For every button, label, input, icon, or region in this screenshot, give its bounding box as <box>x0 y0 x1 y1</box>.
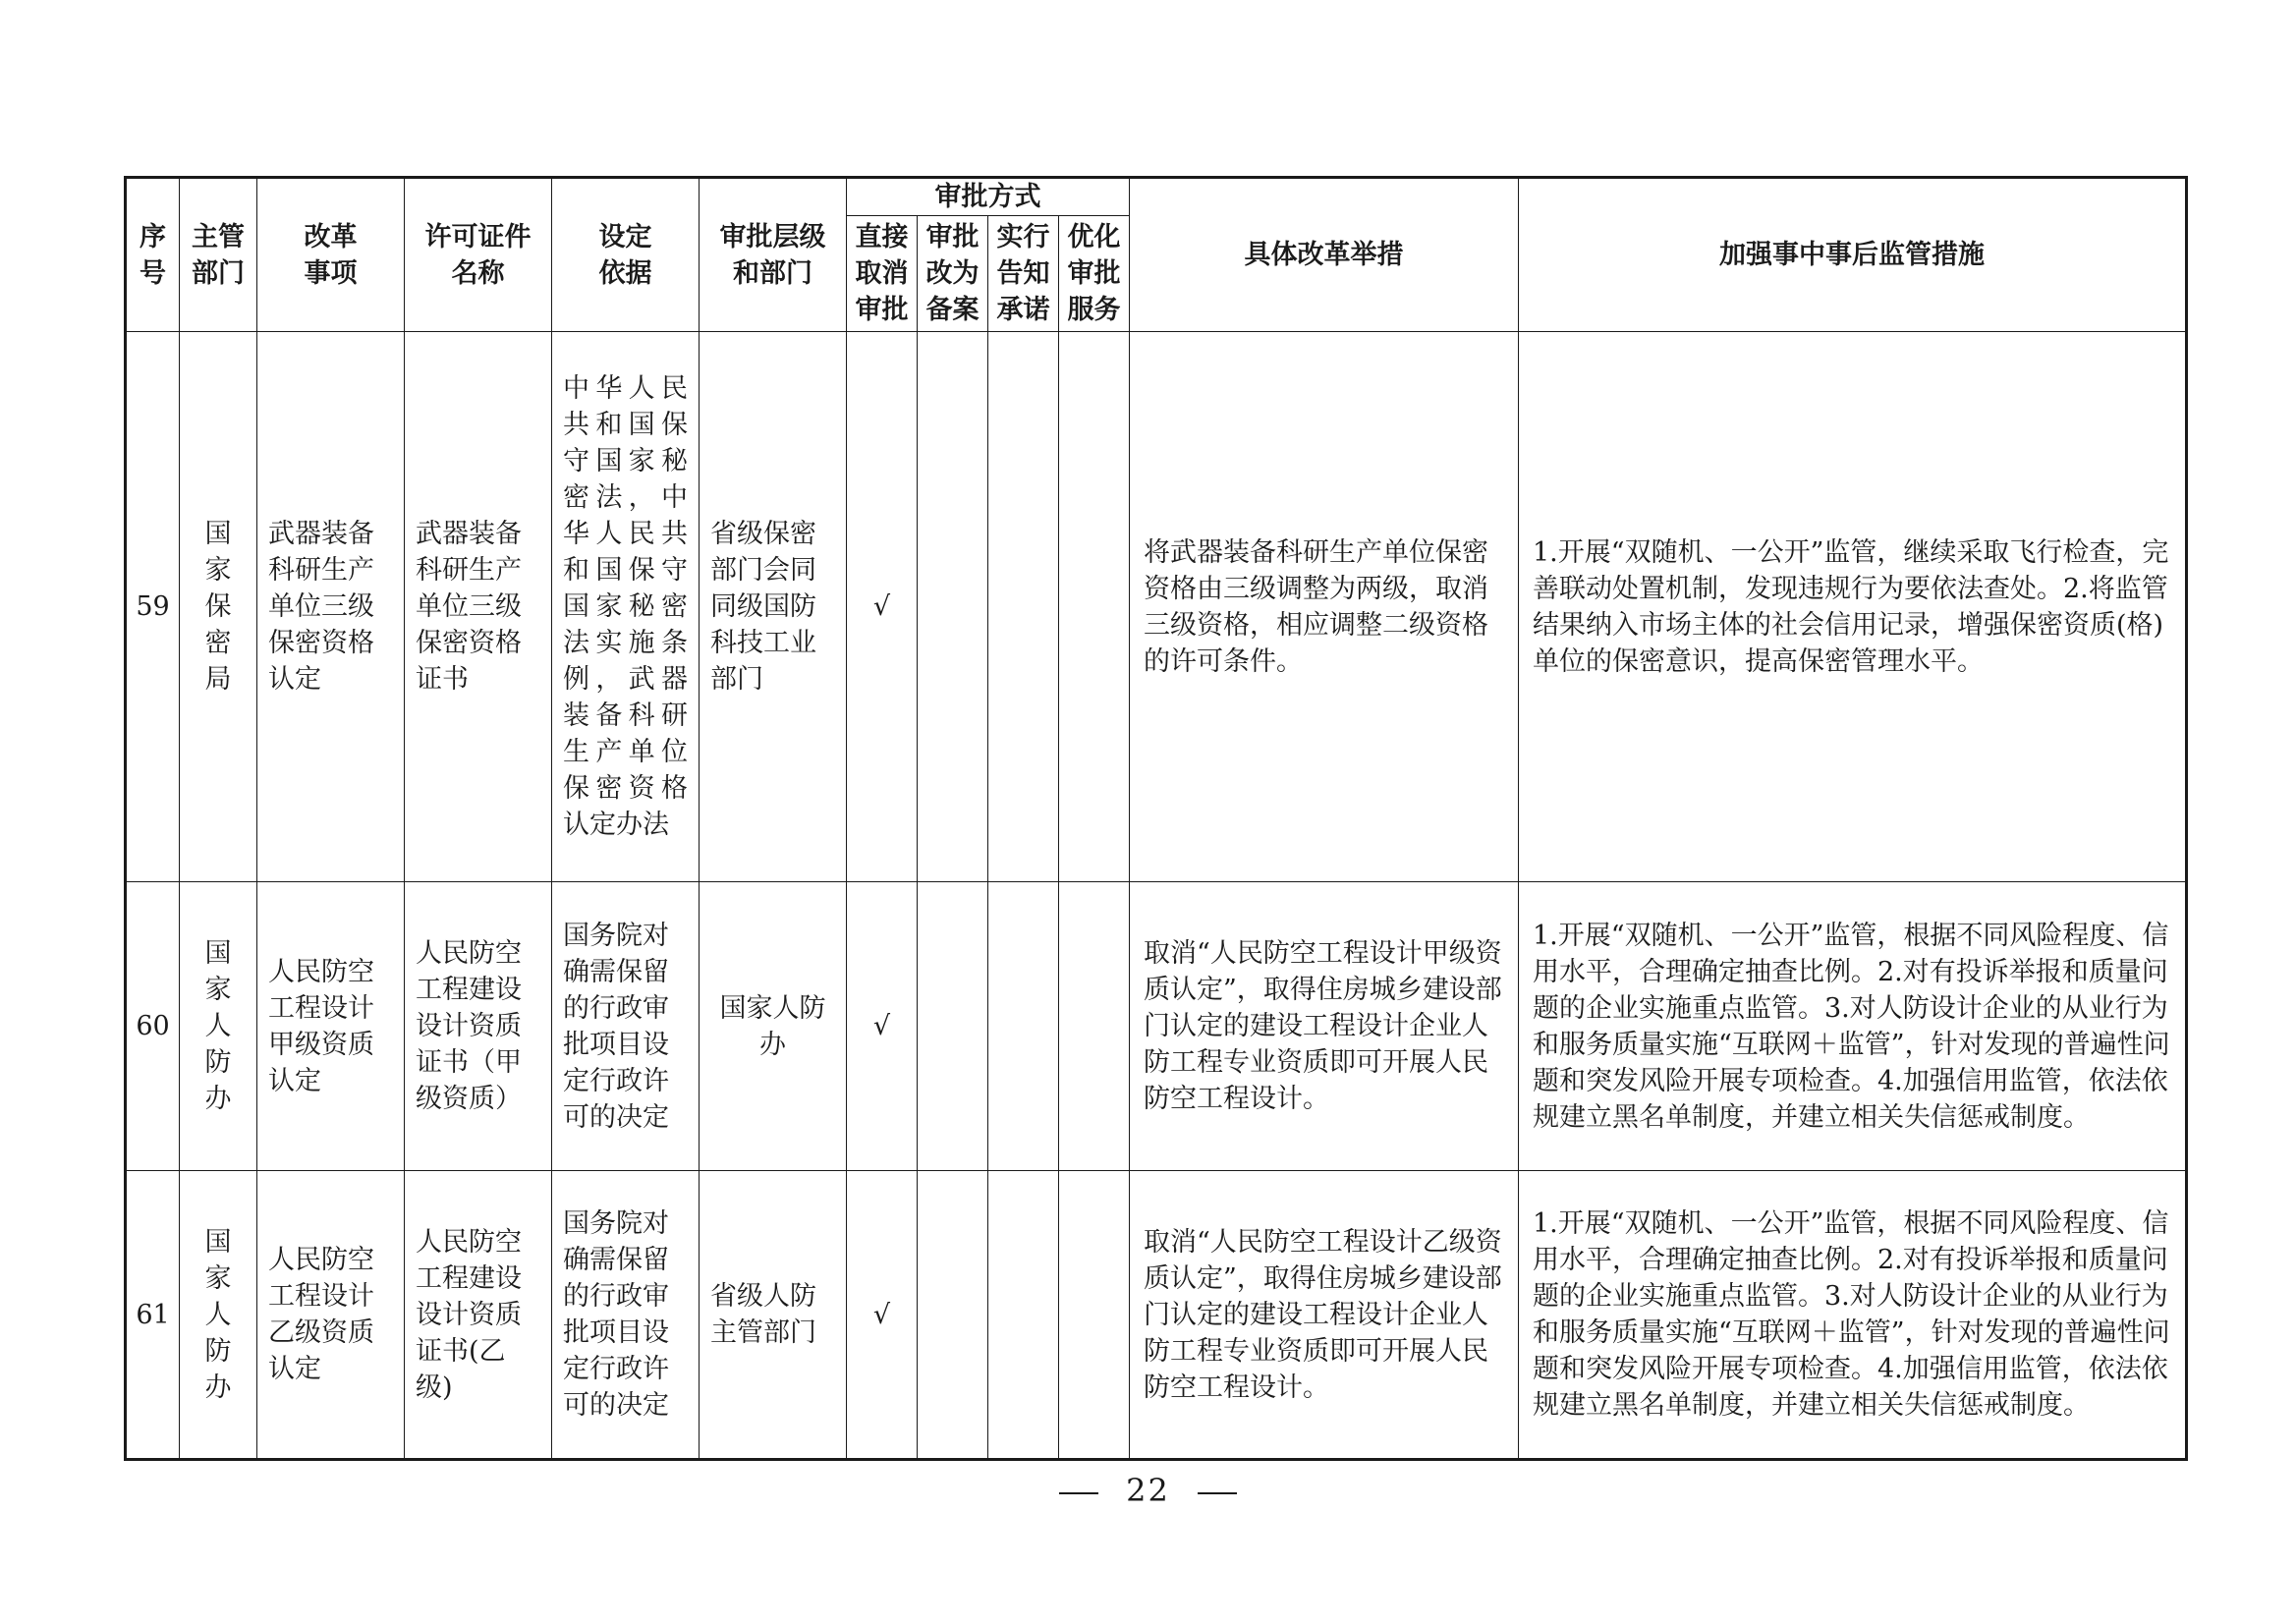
table-row <box>126 1171 2187 1460</box>
row-seq: 61 <box>126 1171 180 1460</box>
row-dept: 国家人防办 <box>180 882 257 1171</box>
header-dept: 主管部门 <box>180 178 257 332</box>
header-method-commitment: 实行告知承诺 <box>988 216 1059 332</box>
row-seq: 59 <box>126 332 180 882</box>
row-method-optimize <box>1059 1171 1130 1460</box>
row-item: 人民防空工程设计甲级资质认定 <box>257 882 405 1171</box>
header-method-filing: 审批改为备案 <box>918 216 988 332</box>
row-dept: 国家保密局 <box>180 332 257 882</box>
row-level: 省级人防主管部门 <box>700 1171 847 1460</box>
row-measures: 将武器装备科研生产单位保密资格由三级调整为两级，取消三级资格，相应调整二级资格的许可条件。 <box>1130 332 1519 882</box>
row-seq: 60 <box>126 882 180 1171</box>
row-measures: 取消“人民防空工程设计乙级资质认定”，取得住房城乡建设部门认定的建设工程设计企业人防工程专业资质即可开展人民防空工程设计。 <box>1130 1171 1519 1460</box>
row-license: 武器装备科研生产单位三级保密资格证书 <box>405 332 552 882</box>
row-basis: 国务院对确需保留的行政审批项目设定行政许可的决定 <box>552 882 700 1171</box>
header-method-group: 审批方式 <box>847 178 1130 216</box>
row-method-commitment <box>988 332 1059 882</box>
row-license: 人民防空工程建设设计资质证书(乙级) <box>405 1171 552 1460</box>
header-basis: 设定依据 <box>552 178 700 332</box>
row-dept: 国家人防办 <box>180 1171 257 1460</box>
header-measures: 具体改革举措 <box>1130 178 1519 332</box>
row-basis: 中华人民共和国保守国家秘密法，中华人民共和国保守国家秘密法实施条例，武器装备科研生产单位保密资格认定办法 <box>552 332 700 882</box>
left-dash <box>1059 1492 1098 1494</box>
header-supervision: 加强事中事后监管措施 <box>1519 178 2187 332</box>
row-license: 人民防空工程建设设计资质证书（甲级资质） <box>405 882 552 1171</box>
table-row <box>126 882 2187 1171</box>
row-method-cancel: √ <box>847 882 918 1171</box>
row-method-filing <box>918 332 988 882</box>
header-license: 许可证件名称 <box>405 178 552 332</box>
header-method-cancel: 直接取消审批 <box>847 216 918 332</box>
row-method-optimize <box>1059 882 1130 1171</box>
right-dash <box>1198 1492 1237 1494</box>
row-method-commitment <box>988 882 1059 1171</box>
row-method-cancel: √ <box>847 1171 918 1460</box>
row-method-optimize <box>1059 332 1130 882</box>
reform-table <box>124 176 2188 1461</box>
header-seq: 序号 <box>126 178 180 332</box>
row-method-cancel: √ <box>847 332 918 882</box>
page-footer <box>0 1471 2296 1510</box>
row-supervision: 1.开展“双随机、一公开”监管，根据不同风险程度、信用水平，合理确定抽查比例。2.对有投诉举报和质量问题的企业实施重点监管。3.对人防设计企业的从业行为和服务质量实施“互联网＋监管”，针对发现的普遍性问题和突发风险开展专项检查。4.加强信用监管，依法依规建立黑名单制度，并建立相关失信惩戒制度。 <box>1519 1171 2187 1460</box>
page-number: 22 <box>1126 1472 1170 1509</box>
row-basis: 国务院对确需保留的行政审批项目设定行政许可的决定 <box>552 1171 700 1460</box>
row-supervision: 1.开展“双随机、一公开”监管，根据不同风险程度、信用水平，合理确定抽查比例。2.对有投诉举报和质量问题的企业实施重点监管。3.对人防设计企业的从业行为和服务质量实施“互联网＋监管”，针对发现的普遍性问题和突发风险开展专项检查。4.加强信用监管，依法依规建立黑名单制度，并建立相关失信惩戒制度。 <box>1519 882 2187 1171</box>
header-item: 改革事项 <box>257 178 405 332</box>
header-method-optimize: 优化审批服务 <box>1059 216 1130 332</box>
row-item: 人民防空工程设计乙级资质认定 <box>257 1171 405 1460</box>
row-method-filing <box>918 882 988 1171</box>
row-method-filing <box>918 1171 988 1460</box>
row-supervision: 1.开展“双随机、一公开”监管，继续采取飞行检查，完善联动处置机制，发现违规行为要依法查处。2.将监管结果纳入市场主体的社会信用记录，增强保密资质(格)单位的保密意识，提高保密管理水平。 <box>1519 332 2187 882</box>
row-method-commitment <box>988 1171 1059 1460</box>
row-item: 武器装备科研生产单位三级保密资格认定 <box>257 332 405 882</box>
row-level: 国家人防办 <box>700 882 847 1171</box>
row-level: 省级保密部门会同同级国防科技工业部门 <box>700 332 847 882</box>
header-level: 审批层级和部门 <box>700 178 847 332</box>
table-row <box>126 332 2187 882</box>
row-measures: 取消“人民防空工程设计甲级资质认定”，取得住房城乡建设部门认定的建设工程设计企业人防工程专业资质即可开展人民防空工程设计。 <box>1130 882 1519 1171</box>
